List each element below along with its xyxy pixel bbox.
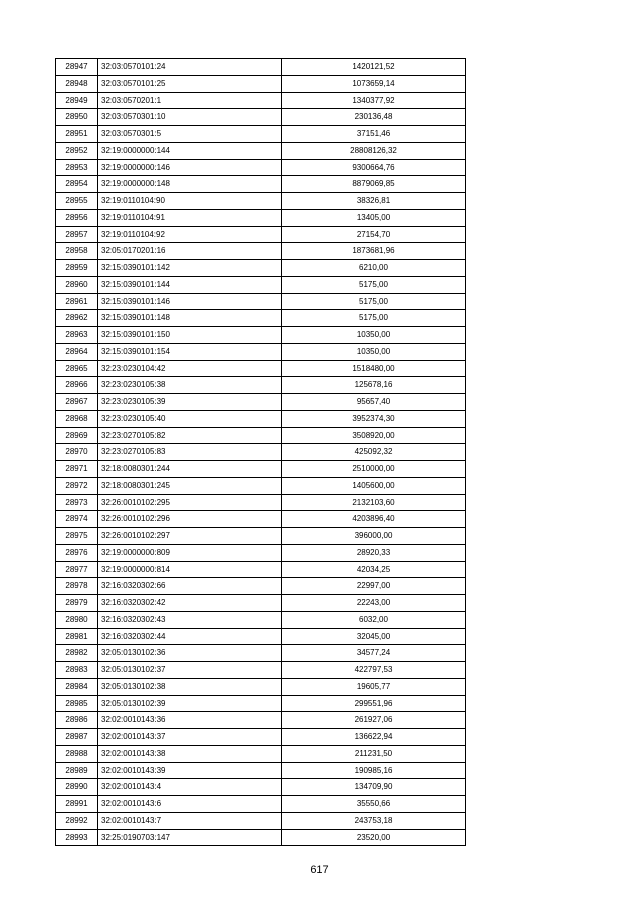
cadastral-value-cell: 1340377,92 xyxy=(282,92,466,109)
cadastral-value-cell: 5175,00 xyxy=(282,293,466,310)
table-row xyxy=(56,561,466,578)
cadastral-number-cell: 32:19:0000000:814 xyxy=(98,561,282,578)
table-row xyxy=(56,377,466,394)
table-row xyxy=(56,310,466,327)
table-row xyxy=(56,712,466,729)
row-number-cell: 28954 xyxy=(56,176,98,193)
cadastral-value-cell: 1405600,00 xyxy=(282,477,466,494)
table-row xyxy=(56,595,466,612)
cadastral-number-cell: 32:02:0010143:7 xyxy=(98,812,282,829)
cadastral-value-cell: 3508920,00 xyxy=(282,427,466,444)
row-number-cell: 28977 xyxy=(56,561,98,578)
cadastral-number-cell: 32:02:0010143:4 xyxy=(98,779,282,796)
cadastral-value-cell: 2132103,60 xyxy=(282,494,466,511)
cadastral-number-cell: 32:05:0130102:39 xyxy=(98,695,282,712)
cadastral-number-cell: 32:15:0390101:154 xyxy=(98,343,282,360)
table-row xyxy=(56,461,466,478)
table-row xyxy=(56,511,466,528)
cadastral-number-cell: 32:16:0320302:66 xyxy=(98,578,282,595)
cadastral-value-cell: 2510000,00 xyxy=(282,461,466,478)
row-number-cell: 28984 xyxy=(56,678,98,695)
page-number: 617 xyxy=(310,864,329,876)
cadastral-value-cell: 211231,50 xyxy=(282,745,466,762)
cadastral-number-cell: 32:15:0390101:142 xyxy=(98,260,282,277)
row-number-cell: 28947 xyxy=(56,59,98,76)
table-row xyxy=(56,226,466,243)
cadastral-value-cell: 5175,00 xyxy=(282,310,466,327)
cadastral-number-cell: 32:05:0130102:37 xyxy=(98,662,282,679)
row-number-cell: 28962 xyxy=(56,310,98,327)
cadastral-value-cell: 34577,24 xyxy=(282,645,466,662)
row-number-cell: 28948 xyxy=(56,75,98,92)
row-number-cell: 28988 xyxy=(56,745,98,762)
cadastral-value-cell: 10350,00 xyxy=(282,327,466,344)
row-number-cell: 28963 xyxy=(56,327,98,344)
cadastral-value-cell: 35550,66 xyxy=(282,796,466,813)
cadastral-value-cell: 1873681,96 xyxy=(282,243,466,260)
row-number-cell: 28971 xyxy=(56,461,98,478)
row-number-cell: 28980 xyxy=(56,611,98,628)
table-row xyxy=(56,695,466,712)
table-row xyxy=(56,477,466,494)
row-number-cell: 28965 xyxy=(56,360,98,377)
cadastral-value-cell: 32045,00 xyxy=(282,628,466,645)
cadastral-number-cell: 32:02:0010143:6 xyxy=(98,796,282,813)
table-row xyxy=(56,444,466,461)
cadastral-number-cell: 32:19:0110104:91 xyxy=(98,209,282,226)
table-row xyxy=(56,276,466,293)
table-row xyxy=(56,243,466,260)
row-number-cell: 28970 xyxy=(56,444,98,461)
row-number-cell: 28990 xyxy=(56,779,98,796)
row-number-cell: 28983 xyxy=(56,662,98,679)
cadastral-value-cell: 190985,16 xyxy=(282,762,466,779)
table-row xyxy=(56,829,466,846)
table-row xyxy=(56,109,466,126)
table-row xyxy=(56,779,466,796)
row-number-cell: 28986 xyxy=(56,712,98,729)
cadastral-number-cell: 32:02:0010143:38 xyxy=(98,745,282,762)
table-row xyxy=(56,678,466,695)
cadastral-value-cell: 425092,32 xyxy=(282,444,466,461)
cadastral-value-cell: 6032,00 xyxy=(282,611,466,628)
cadastral-value-cell: 19605,77 xyxy=(282,678,466,695)
cadastral-number-cell: 32:26:0010102:295 xyxy=(98,494,282,511)
cadastral-value-cell: 134709,90 xyxy=(282,779,466,796)
row-number-cell: 28952 xyxy=(56,142,98,159)
table-row xyxy=(56,260,466,277)
cadastral-number-cell: 32:16:0320302:42 xyxy=(98,595,282,612)
row-number-cell: 28957 xyxy=(56,226,98,243)
cadastral-number-cell: 32:18:0080301:244 xyxy=(98,461,282,478)
row-number-cell: 28956 xyxy=(56,209,98,226)
row-number-cell: 28958 xyxy=(56,243,98,260)
table-row xyxy=(56,75,466,92)
table-row xyxy=(56,92,466,109)
cadastral-value-cell: 8879069,85 xyxy=(282,176,466,193)
cadastral-number-cell: 32:15:0390101:144 xyxy=(98,276,282,293)
cadastral-value-cell: 5175,00 xyxy=(282,276,466,293)
cadastral-number-cell: 32:03:0570101:24 xyxy=(98,59,282,76)
row-number-cell: 28950 xyxy=(56,109,98,126)
table-row xyxy=(56,796,466,813)
cadastral-number-cell: 32:26:0010102:296 xyxy=(98,511,282,528)
row-number-cell: 28951 xyxy=(56,126,98,143)
row-number-cell: 28985 xyxy=(56,695,98,712)
row-number-cell: 28993 xyxy=(56,829,98,846)
cadastral-value-cell: 230136,48 xyxy=(282,109,466,126)
row-number-cell: 28978 xyxy=(56,578,98,595)
cadastral-value-cell: 13405,00 xyxy=(282,209,466,226)
cadastral-number-cell: 32:19:0110104:92 xyxy=(98,226,282,243)
row-number-cell: 28992 xyxy=(56,812,98,829)
cadastral-value-cell: 37151,46 xyxy=(282,126,466,143)
table-row xyxy=(56,142,466,159)
cadastral-number-cell: 32:16:0320302:44 xyxy=(98,628,282,645)
cadastral-value-cell: 6210,00 xyxy=(282,260,466,277)
row-number-cell: 28974 xyxy=(56,511,98,528)
cadastral-number-cell: 32:15:0390101:146 xyxy=(98,293,282,310)
table-row xyxy=(56,394,466,411)
row-number-cell: 28979 xyxy=(56,595,98,612)
row-number-cell: 28972 xyxy=(56,477,98,494)
cadastral-number-cell: 32:19:0000000:144 xyxy=(98,142,282,159)
cadastral-number-cell: 32:03:0570201:1 xyxy=(98,92,282,109)
cadastral-value-cell: 136622,94 xyxy=(282,729,466,746)
table-row xyxy=(56,611,466,628)
row-number-cell: 28964 xyxy=(56,343,98,360)
cadastral-value-cell: 422797,53 xyxy=(282,662,466,679)
cadastral-value-cell: 27154,70 xyxy=(282,226,466,243)
cadastral-number-cell: 32:23:0270105:83 xyxy=(98,444,282,461)
cadastral-number-cell: 32:03:0570101:25 xyxy=(98,75,282,92)
cadastral-number-cell: 32:02:0010143:39 xyxy=(98,762,282,779)
cadastral-number-cell: 32:26:0010102:297 xyxy=(98,528,282,545)
table-row xyxy=(56,193,466,210)
cadastral-value-cell: 10350,00 xyxy=(282,343,466,360)
table-row xyxy=(56,762,466,779)
cadastral-value-cell: 9300664,76 xyxy=(282,159,466,176)
cadastral-value-cell: 3952374,30 xyxy=(282,410,466,427)
row-number-cell: 28953 xyxy=(56,159,98,176)
cadastral-value-cell: 42034,25 xyxy=(282,561,466,578)
cadastral-value-cell: 38326,81 xyxy=(282,193,466,210)
table-row xyxy=(56,159,466,176)
row-number-cell: 28987 xyxy=(56,729,98,746)
cadastral-value-cell: 299551,96 xyxy=(282,695,466,712)
cadastral-number-cell: 32:19:0110104:90 xyxy=(98,193,282,210)
row-number-cell: 28969 xyxy=(56,427,98,444)
row-number-cell: 28961 xyxy=(56,293,98,310)
cadastral-number-cell: 32:15:0390101:150 xyxy=(98,327,282,344)
cadastral-number-cell: 32:05:0170201:16 xyxy=(98,243,282,260)
row-number-cell: 28973 xyxy=(56,494,98,511)
cadastral-value-cell: 95657,40 xyxy=(282,394,466,411)
table-row xyxy=(56,578,466,595)
cadastral-number-cell: 32:23:0230104:42 xyxy=(98,360,282,377)
row-number-cell: 28966 xyxy=(56,377,98,394)
cadastral-value-cell: 22243,00 xyxy=(282,595,466,612)
cadastral-number-cell: 32:05:0130102:36 xyxy=(98,645,282,662)
row-number-cell: 28955 xyxy=(56,193,98,210)
cadastral-number-cell: 32:19:0000000:809 xyxy=(98,544,282,561)
cadastral-number-cell: 32:03:0570301:5 xyxy=(98,126,282,143)
row-number-cell: 28949 xyxy=(56,92,98,109)
cadastral-value-cell: 28920,33 xyxy=(282,544,466,561)
cadastral-number-cell: 32:23:0230105:40 xyxy=(98,410,282,427)
cadastral-value-cell: 1518480,00 xyxy=(282,360,466,377)
cadastral-value-cell: 22997,00 xyxy=(282,578,466,595)
table-row xyxy=(56,209,466,226)
cadastral-value-cell: 23520,00 xyxy=(282,829,466,846)
cadastral-number-cell: 32:23:0270105:82 xyxy=(98,427,282,444)
cadastral-number-cell: 32:16:0320302:43 xyxy=(98,611,282,628)
row-number-cell: 28981 xyxy=(56,628,98,645)
row-number-cell: 28982 xyxy=(56,645,98,662)
cadastral-number-cell: 32:23:0230105:38 xyxy=(98,377,282,394)
table-row xyxy=(56,427,466,444)
table-row xyxy=(56,494,466,511)
table-row xyxy=(56,126,466,143)
cadastral-number-cell: 32:03:0570301:10 xyxy=(98,109,282,126)
cadastral-number-cell: 32:19:0000000:146 xyxy=(98,159,282,176)
table-body xyxy=(56,59,466,846)
table-row xyxy=(56,812,466,829)
row-number-cell: 28959 xyxy=(56,260,98,277)
cadastral-value-cell: 396000,00 xyxy=(282,528,466,545)
table-row xyxy=(56,645,466,662)
table-row xyxy=(56,360,466,377)
cadastral-number-cell: 32:23:0230105:39 xyxy=(98,394,282,411)
row-number-cell: 28989 xyxy=(56,762,98,779)
cadastral-number-cell: 32:02:0010143:36 xyxy=(98,712,282,729)
table-row xyxy=(56,343,466,360)
table-row xyxy=(56,176,466,193)
cadastral-value-cell: 1073659,14 xyxy=(282,75,466,92)
cadastral-number-cell: 32:15:0390101:148 xyxy=(98,310,282,327)
table-row xyxy=(56,327,466,344)
row-number-cell: 28975 xyxy=(56,528,98,545)
table-row xyxy=(56,729,466,746)
table-row xyxy=(56,745,466,762)
cadastral-value-cell: 1420121,52 xyxy=(282,59,466,76)
table-row xyxy=(56,59,466,76)
table-row xyxy=(56,528,466,545)
table-row xyxy=(56,293,466,310)
table-row xyxy=(56,628,466,645)
cadastral-number-cell: 32:25:0190703:147 xyxy=(98,829,282,846)
row-number-cell: 28967 xyxy=(56,394,98,411)
cadastral-value-table xyxy=(55,58,466,846)
cadastral-number-cell: 32:18:0080301:245 xyxy=(98,477,282,494)
cadastral-number-cell: 32:05:0130102:38 xyxy=(98,678,282,695)
table-row xyxy=(56,544,466,561)
row-number-cell: 28968 xyxy=(56,410,98,427)
cadastral-number-cell: 32:19:0000000:148 xyxy=(98,176,282,193)
table-row xyxy=(56,662,466,679)
cadastral-value-cell: 28808126,32 xyxy=(282,142,466,159)
cadastral-number-cell: 32:02:0010143:37 xyxy=(98,729,282,746)
cadastral-value-cell: 261927,06 xyxy=(282,712,466,729)
row-number-cell: 28991 xyxy=(56,796,98,813)
cadastral-value-cell: 125678,16 xyxy=(282,377,466,394)
cadastral-value-cell: 4203896,40 xyxy=(282,511,466,528)
table-row xyxy=(56,410,466,427)
row-number-cell: 28976 xyxy=(56,544,98,561)
row-number-cell: 28960 xyxy=(56,276,98,293)
cadastral-value-cell: 243753,18 xyxy=(282,812,466,829)
